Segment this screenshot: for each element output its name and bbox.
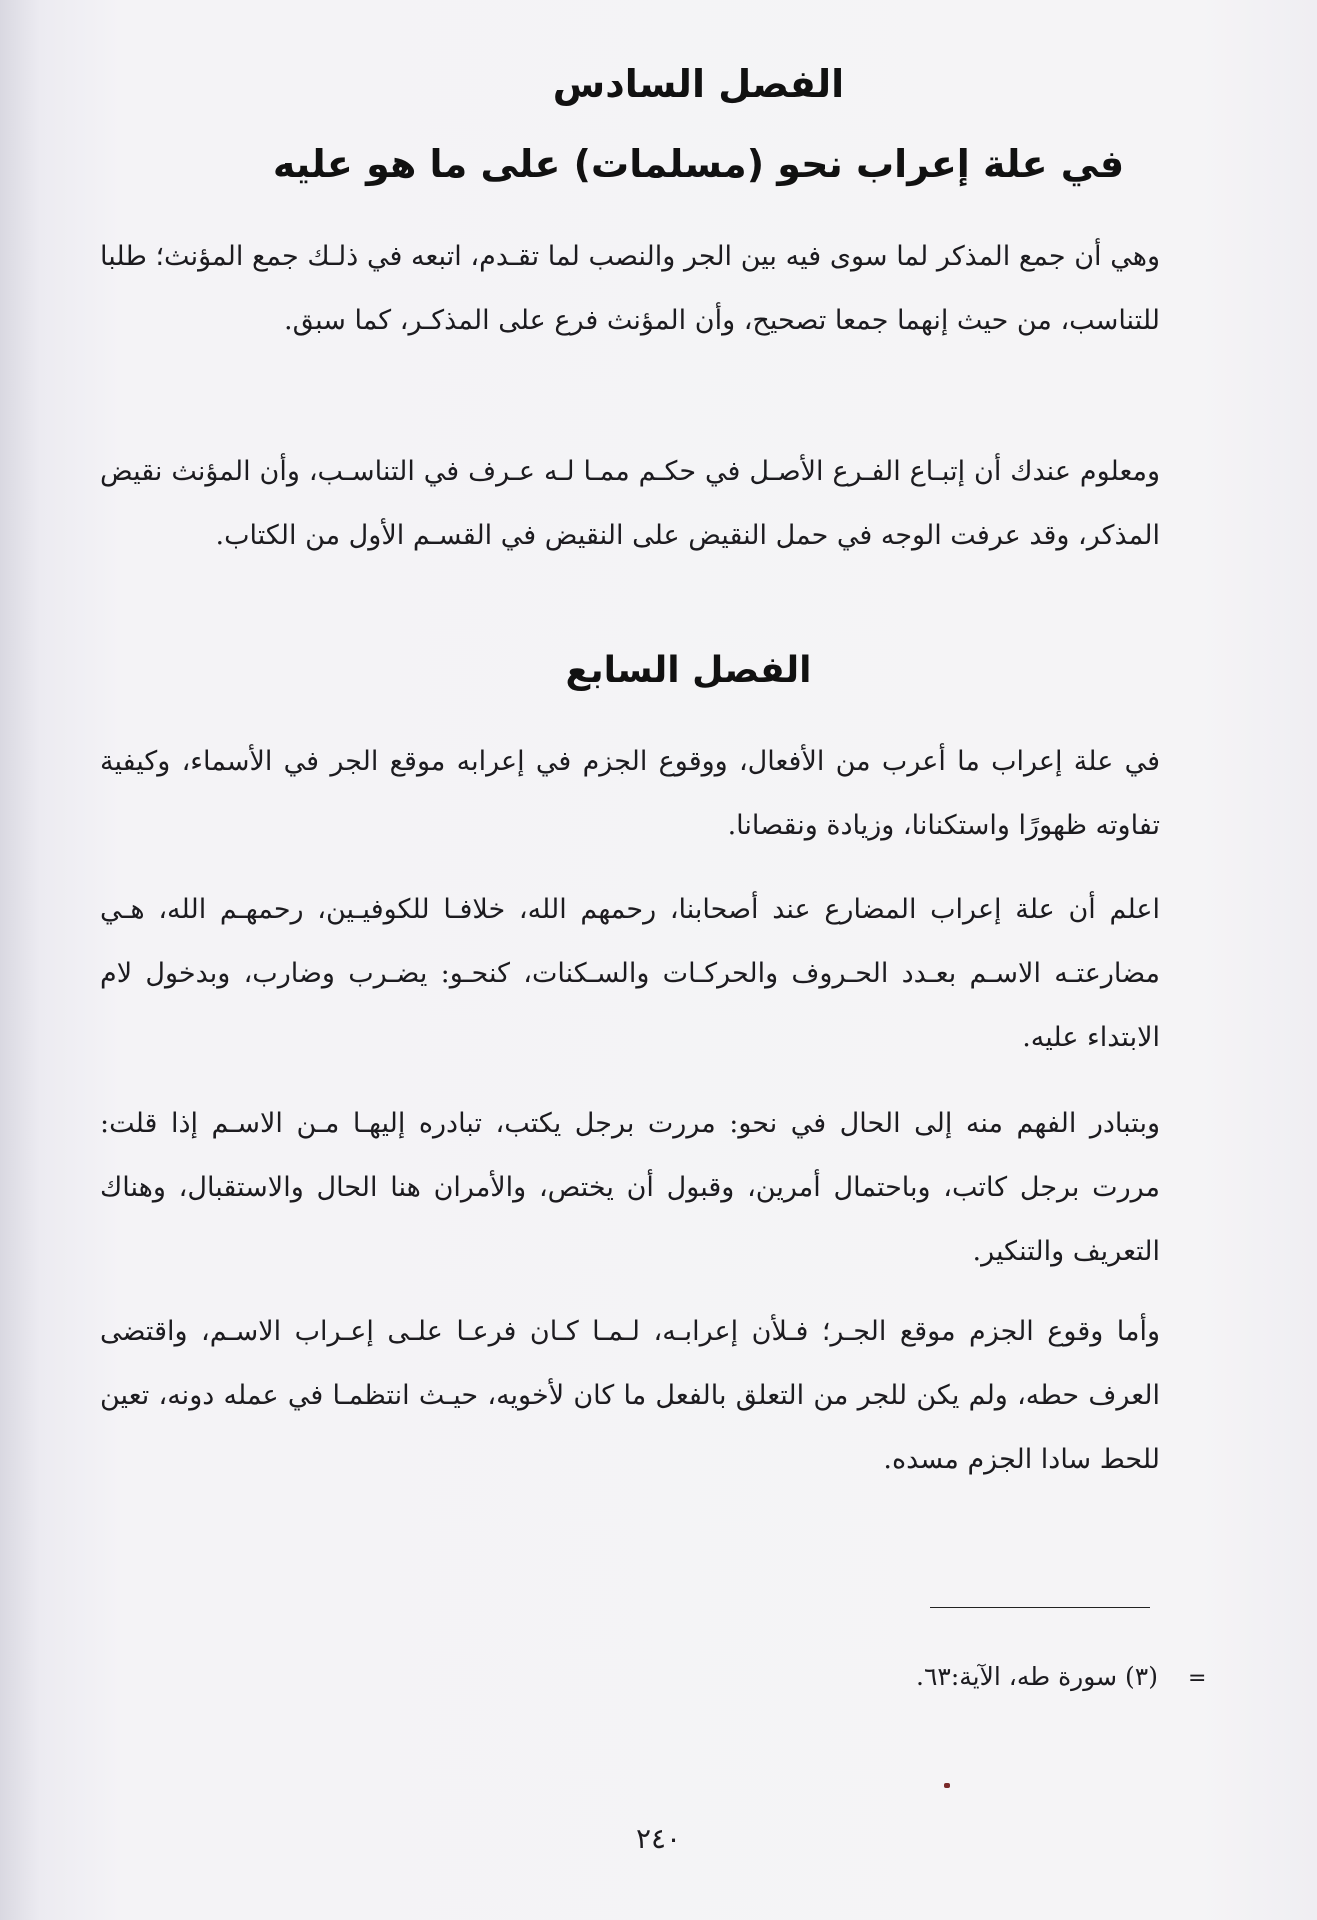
chapter-7-paragraph: اعلم أن علة إعراب المضارع عند أصحابنا، رحمهم الله، خلافـا للكوفيـين، رحمهـم الله، هـي مضارعتـه الاسـم بعـدد الحـروف والحركـات والسـكنات، كنحـو: يضـرب وضارب، وبدخول لام الابتداء عليه.	[100, 894, 1160, 1053]
footnote: (٣) سورة طه، الآية:٦٣.	[916, 1662, 1158, 1691]
chapter-6-paragraph: وهي أن جمع المذكر لما سوى فيه بين الجر والنصب لما تقـدم، اتبعه في ذلـك جمع المؤنث؛ طلبا للتناسب، من حيث إنهما جمعا تصحيح، وأن المؤنث فرع على المذكـر، كما سبق.	[100, 241, 1160, 336]
footnote-divider	[930, 1607, 1150, 1608]
print-speck	[944, 1783, 950, 1788]
chapter-6-paragraph: ومعلوم عندك أن إتبـاع الفـرع الأصـل في حكـم ممـا لـه عـرف في التناسـب، وأن المؤنث نقيض المذكر، وقد عرفت الوجه في حمل النقيض على النقيض في القسـم الأول من الكتاب.	[100, 456, 1160, 551]
chapter-7-paragraph: في علة إعراب ما أعرب من الأفعال، ووقوع الجزم في إعرابه موقع الجر في الأسماء، وكيفية تفاوته ظهورًا واستكنانا، وزيادة ونقصانا.	[100, 746, 1160, 841]
chapter-6-title: الفصل السادس	[552, 62, 845, 106]
chapter-7-paragraph: وبتبادر الفهم منه إلى الحال في نحو: مررت برجل يكتب، تبادره إليهـا مـن الاسـم إذا قلت: مررت برجل كاتب، وباحتمال أمرين، وقبول أن يختص، والأمران هنا الحال والاستقبال، وهناك التعريف والتنكير.	[100, 1108, 1160, 1267]
chapter-7-title: الفصل السابع	[565, 650, 812, 691]
chapter-7-paragraph: وأما وقوع الجزم موقع الجـر؛ فـلأن إعرابـه، لـمـا كـان فرعـا علـى إعـراب الاسـم، واقتضى العرف حطه، ولم يكن للجر من التعلق بالفعل ما كان لأخويه، حيـث انتظمـا في عمله دونه، تعين للحط سادا الجزم مسده.	[100, 1316, 1160, 1475]
footnote-continuation-marker: =	[1188, 1666, 1207, 1691]
page-number: ٢٤٠	[635, 1822, 682, 1855]
chapter-6-subtitle: في علة إعراب نحو (مسلمات) على ما هو عليه	[272, 142, 1125, 186]
